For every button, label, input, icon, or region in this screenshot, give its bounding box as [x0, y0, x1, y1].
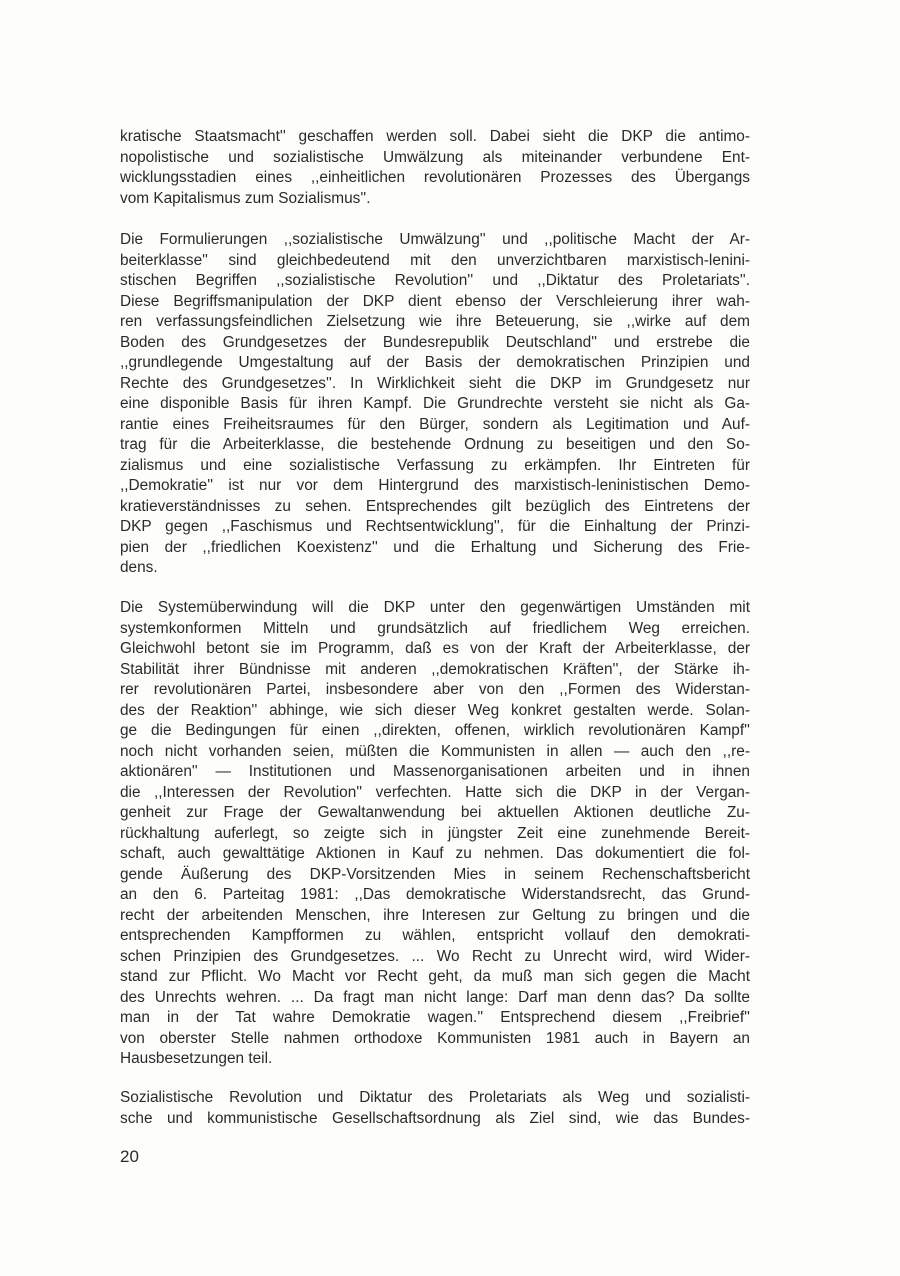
text-line: von oberster Stelle nahmen orthodoxe Kommunisten 1981 auch in Bayern an [120, 1029, 750, 1047]
text-line: Boden des Grundgesetzes der Bundesrepublik Deutschland'' und erstrebe die [120, 333, 750, 351]
text-line: noch nicht vorhanden seien, müßten die Kommunisten in allen — auch den ,,re- [120, 742, 750, 760]
text-line: ,,Demokratie'' ist nur vor dem Hintergrund des marxistisch-leninistischen Demo- [120, 477, 750, 494]
text-line: an den 6. Parteitag 1981: ,,Das demokratische Widerstandsrecht, das Grund- [120, 886, 750, 903]
text-line: aktionären'' — Institutionen und Massenorganisationen arbeiten und in ihnen [120, 763, 750, 780]
text-line: ren verfassungsfeindlichen Zielsetzung wie ihre Beteuerung, sie ,,wirke auf dem [120, 313, 750, 330]
text-line: nopolistische und sozialistische Umwälzung als miteinander verbundene Ent- [120, 148, 750, 166]
text-line: systemkonformen Mitteln und grundsätzlich auf friedlichem Weg erreichen. [120, 619, 750, 637]
text-line: stand zur Pflicht. Wo Macht vor Recht geht, da muß man sich gegen die Macht [120, 968, 750, 985]
text-line: rer revolutionären Partei, insbesondere aber von den ,,Formen des Widerstan- [120, 681, 750, 698]
text-line: rückhaltung auferlegt, so zeigte sich in jüngster Zeit eine zunehmende Bereit- [120, 824, 750, 842]
text-line: Gleichwohl betont sie im Programm, daß es von der Kraft der Arbeiterklasse, der [120, 640, 750, 657]
text-line: gende Äußerung des DKP-Vorsitzenden Mies in seinem Rechenschaftsbericht [120, 865, 750, 883]
text-line: schen Prinzipien des Grundgesetzes. ... Wo Recht zu Unrecht wird, wird Wider- [120, 947, 750, 965]
text-line: DKP gegen ,,Faschismus und Rechtsentwicklung'', für die Einhaltung der Prinzi- [120, 518, 750, 535]
text-line: genheit zur Frage der Gewaltanwendung bei aktuellen Aktionen deutliche Zu- [120, 804, 750, 821]
text-line: Stabilität ihrer Bündnisse mit anderen ,,demokratischen Kräften'', der Stärke ih- [120, 660, 750, 678]
text-line: Sozialistische Revolution und Diktatur des Proletariats als Weg und sozialisti- [120, 1089, 750, 1106]
text-line: schaft, auch gewalttätige Aktionen in Kauf zu nehmen. Das dokumentiert die fol- [120, 845, 750, 862]
text-line: eine disponible Basis für ihren Kampf. Die Grundrechte versteht sie nicht als Ga- [120, 395, 750, 412]
text-line: recht der arbeitenden Menschen, ihre Interesen zur Geltung zu bringen und die [120, 906, 750, 924]
text-line: entsprechenden Kampfformen zu wählen, entspricht vollauf den demokrati- [120, 927, 750, 944]
text-line: stischen Begriffen ,,sozialistische Revolution'' und ,,Diktatur des Proletariats''. [120, 272, 750, 289]
paragraph-1 [120, 127, 750, 209]
paragraph-2 [120, 230, 750, 579]
text-line: rantie eines Freiheitsraumes für den Bürger, sondern als Legitimation und Auf- [120, 415, 750, 433]
text-line: man in der Tat wahre Demokratie wagen.'' Entsprechend diesem ,,Freibrief'' [120, 1009, 750, 1026]
text-line: vom Kapitalismus zum Sozialismus''. [120, 189, 371, 207]
text-line: beiterklasse'' sind gleichbedeutend mit den unverzichtbaren marxistisch-lenini- [120, 251, 750, 269]
text-line: dens. [120, 559, 158, 576]
text-line: Die Systemüberwindung will die DKP unter den gegenwärtigen Umständen mit [120, 599, 750, 616]
text-line: Hausbesetzungen teil. [120, 1050, 273, 1067]
paragraph-4 [120, 1088, 750, 1129]
text-line: Rechte des Grundgesetzes''. In Wirklichkeit sieht die DKP im Grundgesetz nur [120, 374, 750, 392]
text-line: Diese Begriffsmanipulation der DKP dient ebenso der Verschleierung ihrer wah- [120, 292, 750, 310]
text-line: die ,,Interessen der Revolution'' verfechten. Hatte sich die DKP in der Vergan- [120, 783, 750, 801]
paragraph-3 [120, 598, 750, 1070]
text-line: sche und kommunistische Gesellschaftsordnung als Ziel sind, wie das Bundes- [120, 1109, 750, 1127]
text-line: trag für die Arbeiterklasse, die bestehende Ordnung zu beseitigen und den So- [120, 436, 750, 453]
text-line: pien der ,,friedlichen Koexistenz'' und die Erhaltung und Sicherung des Frie- [120, 538, 750, 556]
text-line: kratische Staatsmacht'' geschaffen werden soll. Dabei sieht die DKP die antimo- [120, 128, 750, 145]
text-line: wicklungsstadien eines ,,einheitlichen revolutionären Prozesses des Übergangs [120, 169, 750, 186]
page-number: 20 [120, 1147, 139, 1166]
text-line: ,,grundlegende Umgestaltung auf der Basis der demokratischen Prinzipien und [120, 354, 750, 371]
text-line: zialismus und eine sozialistische Verfassung zu erkämpfen. Ihr Eintreten für [120, 456, 750, 474]
text-line: des der Reaktion'' abhinge, wie sich dieser Weg konkret gestalten werde. Solan- [120, 701, 750, 719]
text-line: kratieverständnisses zu sehen. Entsprechendes gilt bezüglich des Eintretens der [120, 497, 750, 515]
text-line: ge die Bedingungen für einen ,,direkten, offenen, wirklich revolutionären Kampf'' [120, 722, 750, 739]
text-line: Die Formulierungen ,,sozialistische Umwälzung'' und ,,politische Macht der Ar- [120, 231, 750, 248]
text-line: des Unrechts wehren. ... Da fragt man nicht lange: Darf man denn das? Da sollte [120, 988, 750, 1006]
